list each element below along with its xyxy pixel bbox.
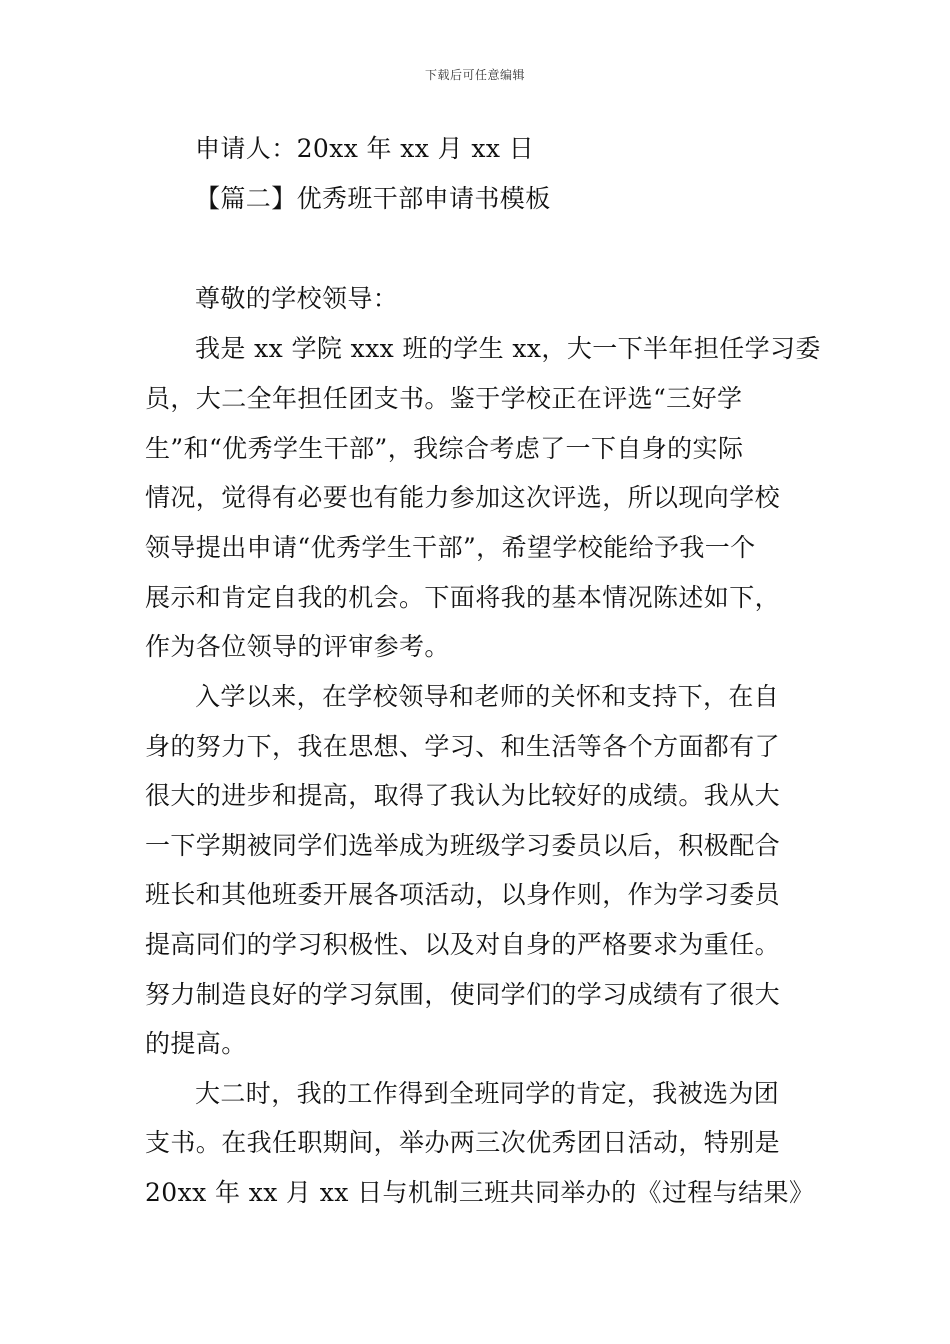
paragraph-line: 班长和其他班委开展各项活动，以身作则，作为学习委员 <box>145 880 781 909</box>
paragraph-line: 很大的进步和提高，取得了我认为比较好的成绩。我从大 <box>145 781 781 810</box>
paragraph-line: 领导提出申请“优秀学生干部”，希望学校能给予我一个 <box>145 533 756 562</box>
section-title: 【篇二】优秀班干部申请书模板 <box>195 184 551 213</box>
paragraph-line: 的提高。 <box>145 1029 247 1058</box>
paragraph-line: 我是 xx 学院 xxx 班的学生 xx，大一下半年担任学习委 <box>195 334 821 363</box>
salutation: 尊敬的学校领导： <box>195 284 399 313</box>
paragraph-line: 一下学期被同学们选举成为班级学习委员以后，积极配合 <box>145 831 781 860</box>
applicant-date-line: 申请人：20xx 年 xx 月 xx 日 <box>195 134 535 163</box>
paragraph-line: 生”和“优秀学生干部”，我综合考虑了一下自身的实际 <box>145 434 744 463</box>
header-note: 下载后可任意编辑 <box>424 68 525 82</box>
paragraph-line: 情况，觉得有必要也有能力参加这次评选，所以现向学校 <box>145 483 781 512</box>
paragraph-line: 身的努力下，我在思想、学习、和生活等各个方面都有了 <box>145 732 781 761</box>
paragraph-line: 作为各位领导的评审参考。 <box>145 632 450 661</box>
paragraph-line: 展示和肯定自我的机会。下面将我的基本情况陈述如下， <box>145 583 781 612</box>
paragraph-line: 员，大二全年担任团支书。鉴于学校正在评选“三好学 <box>145 384 743 413</box>
paragraph-line: 入学以来，在学校领导和老师的关怀和支持下，在自 <box>195 682 780 711</box>
paragraph-line: 努力制造良好的学习氛围，使同学们的学习成绩有了很大 <box>145 980 781 1009</box>
paragraph-line: 提高同们的学习积极性、以及对自身的严格要求为重任。 <box>145 930 781 959</box>
paragraph-line: 大二时，我的工作得到全班同学的肯定，我被选为团 <box>195 1079 780 1108</box>
paragraph-line: 支书。在我任职期间，举办两三次优秀团日活动，特别是 <box>145 1128 781 1157</box>
paragraph-line: 20xx 年 xx 月 xx 日与机制三班共同举办的《过程与结果》 <box>145 1178 815 1207</box>
